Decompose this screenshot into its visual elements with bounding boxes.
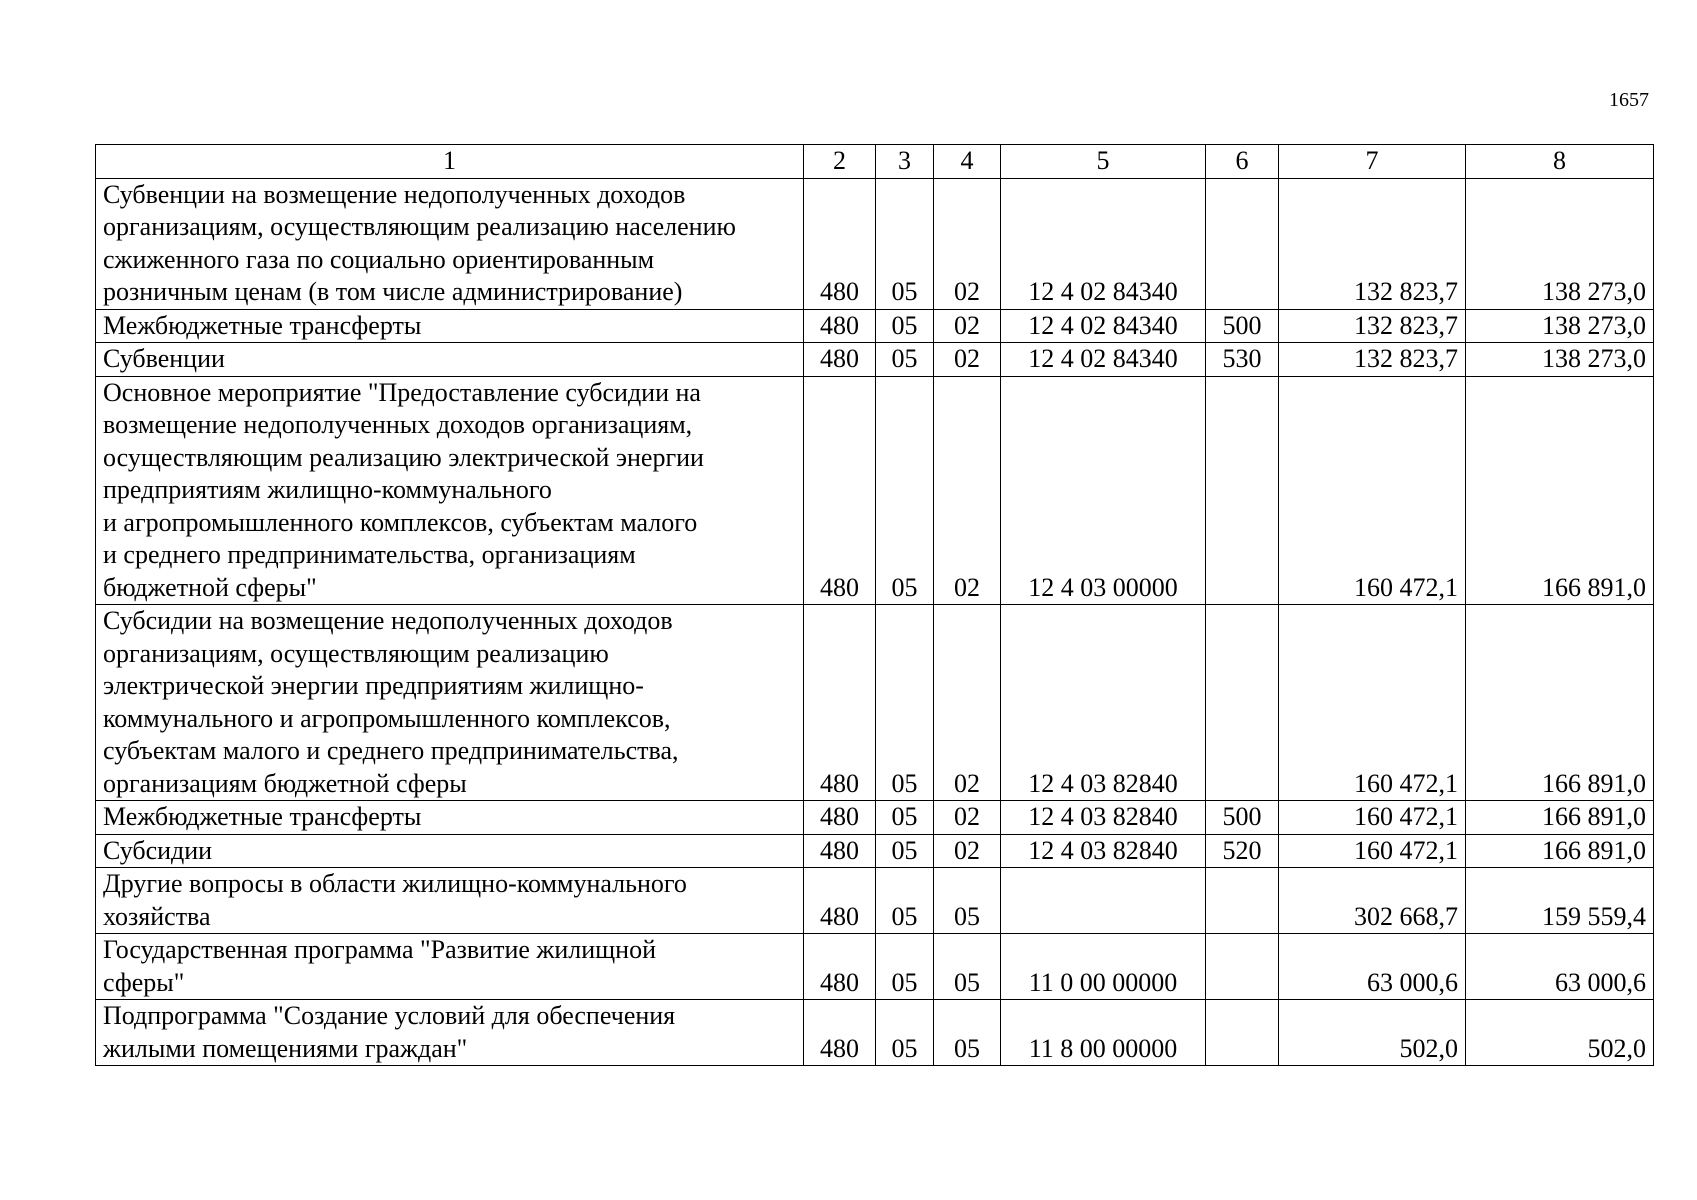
- page-number: 1657: [1609, 89, 1649, 111]
- item-name-cell: [96, 934, 804, 1000]
- table-row: [96, 834, 1654, 868]
- subsection-code-cell: 05: [934, 1000, 1001, 1066]
- item-name-line: предприятиям жилищно-коммунального: [103, 475, 552, 504]
- item-name-cell: [96, 1000, 804, 1066]
- target-article-cell: 12 4 02 84340: [1001, 309, 1206, 343]
- expense-type-cell: 500: [1206, 309, 1279, 343]
- amount-col7-cell: 63 000,6: [1279, 934, 1466, 1000]
- item-name-line: Субсидии: [103, 835, 213, 865]
- ministry-code-cell: 480: [804, 178, 876, 309]
- expense-type-cell: 500: [1206, 801, 1279, 835]
- ministry-code-cell: 480: [804, 376, 876, 605]
- expense-type-cell: [1206, 934, 1279, 1000]
- item-name-line: субъектам малого и среднего предпринимательства,: [103, 736, 679, 765]
- amount-col7-cell: 160 472,1: [1279, 605, 1466, 801]
- item-name-line: Подпрограмма "Создание условий для обеспечения: [103, 1001, 676, 1030]
- expense-type-cell: [1206, 376, 1279, 605]
- expense-type-cell: [1206, 1000, 1279, 1066]
- ministry-code-cell: 480: [804, 934, 876, 1000]
- amount-col7-cell: 132 823,7: [1279, 309, 1466, 343]
- item-name-line: Другие вопросы в области жилищно-коммунального: [103, 869, 687, 898]
- budget-table: [95, 144, 1654, 1066]
- amount-col7-cell: 160 472,1: [1279, 376, 1466, 605]
- section-code-cell: 05: [876, 178, 934, 309]
- amount-col8-cell: 166 891,0: [1466, 376, 1654, 605]
- target-article-cell: 12 4 03 82840: [1001, 801, 1206, 835]
- column-header: 1: [96, 145, 804, 179]
- section-code-cell: 05: [876, 801, 934, 835]
- table-body: [96, 178, 1654, 1066]
- subsection-code-cell: 05: [934, 868, 1001, 934]
- table-row: [96, 934, 1654, 1000]
- amount-col8-cell: 159 559,4: [1466, 868, 1654, 934]
- amount-col8-cell: 138 273,0: [1466, 178, 1654, 309]
- section-code-cell: 05: [876, 868, 934, 934]
- amount-col7-cell: 132 823,7: [1279, 343, 1466, 377]
- item-name-cell: [96, 178, 804, 309]
- subsection-code-cell: 02: [934, 834, 1001, 868]
- table-row: [96, 309, 1654, 343]
- subsection-code-cell: 02: [934, 178, 1001, 309]
- section-code-cell: 05: [876, 1000, 934, 1066]
- item-name-line: жилыми помещениями граждан": [103, 1033, 468, 1063]
- item-name-line: хозяйства: [103, 901, 211, 931]
- item-name-cell: [96, 343, 804, 377]
- item-name-line: возмещение недополученных доходов организациям,: [103, 410, 693, 439]
- item-name-cell: [96, 868, 804, 934]
- amount-col8-cell: 63 000,6: [1466, 934, 1654, 1000]
- amount-col8-cell: 166 891,0: [1466, 605, 1654, 801]
- column-header: 3: [876, 145, 934, 179]
- item-name-cell: [96, 376, 804, 605]
- item-name-line: Основное мероприятие "Предоставление субсидии на: [103, 377, 701, 407]
- item-name-line: сферы": [103, 967, 185, 997]
- ministry-code-cell: 480: [804, 309, 876, 343]
- item-name-line: Субвенции: [103, 344, 225, 373]
- section-code-cell: 05: [876, 376, 934, 605]
- amount-col8-cell: 138 273,0: [1466, 343, 1654, 377]
- amount-col8-cell: 166 891,0: [1466, 801, 1654, 835]
- item-name-cell: [96, 605, 804, 801]
- item-name-cell: [96, 309, 804, 343]
- item-name-line: и агропромышленного комплексов, субъектам малого: [103, 507, 698, 537]
- table-row: [96, 1000, 1654, 1066]
- item-name-line: электрической энергии предприятиям жилищно-: [103, 671, 644, 700]
- subsection-code-cell: 02: [934, 605, 1001, 801]
- column-header: 2: [804, 145, 876, 179]
- item-name-cell: [96, 801, 804, 835]
- target-article-cell: 12 4 03 82840: [1001, 834, 1206, 868]
- target-article-cell: 11 8 00 00000: [1001, 1000, 1206, 1066]
- ministry-code-cell: 480: [804, 834, 876, 868]
- target-article-cell: 12 4 02 84340: [1001, 178, 1206, 309]
- amount-col8-cell: 166 891,0: [1466, 834, 1654, 868]
- subsection-code-cell: 02: [934, 343, 1001, 377]
- target-article-cell: 12 4 03 00000: [1001, 376, 1206, 605]
- target-article-cell: 11 0 00 00000: [1001, 934, 1206, 1000]
- amount-col7-cell: 302 668,7: [1279, 868, 1466, 934]
- subsection-code-cell: 02: [934, 309, 1001, 343]
- target-article-cell: 12 4 02 84340: [1001, 343, 1206, 377]
- expense-type-cell: [1206, 178, 1279, 309]
- item-name-line: сжиженного газа по социально ориентированным: [103, 244, 655, 274]
- item-name-line: организациям бюджетной сферы: [103, 768, 467, 798]
- item-name-line: организациям, осуществляющим реализацию населению: [103, 212, 736, 241]
- section-code-cell: 05: [876, 834, 934, 868]
- subsection-code-cell: 02: [934, 801, 1001, 835]
- item-name-line: Государственная программа "Развитие жилищной: [103, 935, 657, 964]
- item-name-line: Межбюджетные трансферты: [103, 310, 422, 340]
- table-row: [96, 376, 1654, 605]
- column-header: 6: [1206, 145, 1279, 179]
- subsection-code-cell: 02: [934, 376, 1001, 605]
- amount-col7-cell: 132 823,7: [1279, 178, 1466, 309]
- expense-type-cell: 520: [1206, 834, 1279, 868]
- item-name-line: розничным ценам (в том числе администрирование): [103, 277, 683, 306]
- column-header: 8: [1466, 145, 1654, 179]
- amount-col7-cell: 160 472,1: [1279, 801, 1466, 835]
- item-name-line: бюджетной сферы": [103, 572, 317, 602]
- ministry-code-cell: 480: [804, 1000, 876, 1066]
- section-code-cell: 05: [876, 934, 934, 1000]
- column-header: 5: [1001, 145, 1206, 179]
- amount-col8-cell: 502,0: [1466, 1000, 1654, 1066]
- expense-type-cell: [1206, 605, 1279, 801]
- item-name-line: организациям, осуществляющим реализацию: [103, 638, 609, 668]
- item-name-cell: [96, 834, 804, 868]
- section-code-cell: 05: [876, 343, 934, 377]
- item-name-line: Субвенции на возмещение недополученных доходов: [103, 179, 686, 209]
- amount-col7-cell: 502,0: [1279, 1000, 1466, 1066]
- column-header: 4: [934, 145, 1001, 179]
- target-article-cell: 12 4 03 82840: [1001, 605, 1206, 801]
- item-name-line: и среднего предпринимательства, организациям: [103, 540, 636, 569]
- expense-type-cell: [1206, 868, 1279, 934]
- table-row: [96, 868, 1654, 934]
- item-name-line: Межбюджетные трансферты: [103, 802, 422, 831]
- table-row: [96, 801, 1654, 835]
- column-header: 7: [1279, 145, 1466, 179]
- ministry-code-cell: 480: [804, 868, 876, 934]
- ministry-code-cell: 480: [804, 343, 876, 377]
- table-row: [96, 343, 1654, 377]
- expense-type-cell: 530: [1206, 343, 1279, 377]
- section-code-cell: 05: [876, 309, 934, 343]
- amount-col7-cell: 160 472,1: [1279, 834, 1466, 868]
- table-row: [96, 178, 1654, 309]
- amount-col8-cell: 138 273,0: [1466, 309, 1654, 343]
- item-name-line: осуществляющим реализацию электрической энергии: [103, 442, 704, 472]
- header-row: [96, 145, 1654, 179]
- section-code-cell: 05: [876, 605, 934, 801]
- item-name-line: Субсидии на возмещение недополученных доходов: [103, 606, 673, 635]
- ministry-code-cell: 480: [804, 801, 876, 835]
- target-article-cell: [1001, 868, 1206, 934]
- subsection-code-cell: 05: [934, 934, 1001, 1000]
- ministry-code-cell: 480: [804, 605, 876, 801]
- item-name-line: коммунального и агропромышленного комплексов,: [103, 703, 671, 733]
- table-row: [96, 605, 1654, 801]
